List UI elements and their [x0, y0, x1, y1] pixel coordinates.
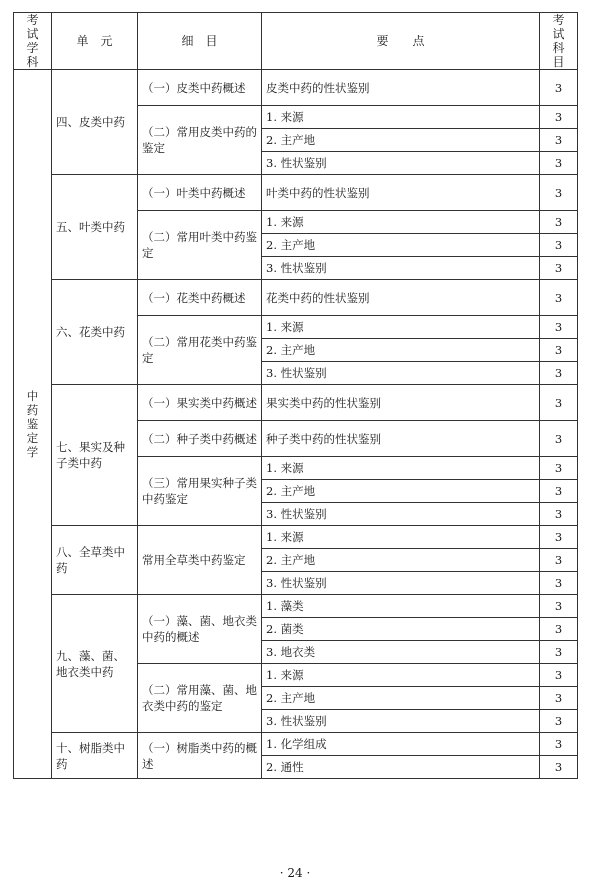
- point-cell: 1. 来源: [262, 457, 540, 480]
- table-row: [14, 385, 578, 421]
- level-cell: 3: [540, 257, 578, 280]
- point-cell: 3. 性状鉴别: [262, 152, 540, 175]
- unit-cell: 七、果实及种子类中药: [52, 385, 138, 526]
- table-row: [14, 280, 578, 316]
- point-cell: 种子类中药的性状鉴别: [262, 421, 540, 457]
- level-cell: 3: [540, 549, 578, 572]
- subject-cell: 中药鉴定学: [14, 70, 52, 779]
- table-row: [14, 175, 578, 211]
- item-cell: （二）种子类中药概述: [138, 421, 262, 457]
- level-cell: 3: [540, 234, 578, 257]
- table-row: [14, 526, 578, 549]
- header-unit: 单 元: [52, 13, 138, 70]
- point-cell: 2. 主产地: [262, 549, 540, 572]
- item-cell: （一）藻、菌、地衣类中药的概述: [138, 595, 262, 664]
- level-cell: 3: [540, 362, 578, 385]
- table-row: [14, 70, 578, 106]
- point-cell: 花类中药的性状鉴别: [262, 280, 540, 316]
- level-cell: 3: [540, 280, 578, 316]
- point-cell: 1. 来源: [262, 526, 540, 549]
- point-cell: 1. 化学组成: [262, 733, 540, 756]
- level-cell: 3: [540, 572, 578, 595]
- level-cell: 3: [540, 175, 578, 211]
- point-cell: 皮类中药的性状鉴别: [262, 70, 540, 106]
- point-cell: 1. 来源: [262, 664, 540, 687]
- syllabus-body: [14, 70, 578, 779]
- unit-cell: 六、花类中药: [52, 280, 138, 385]
- point-cell: 3. 性状鉴别: [262, 362, 540, 385]
- item-cell: （一）花类中药概述: [138, 280, 262, 316]
- level-cell: 3: [540, 756, 578, 779]
- point-cell: 2. 菌类: [262, 618, 540, 641]
- level-cell: 3: [540, 385, 578, 421]
- unit-cell: 十、树脂类中药: [52, 733, 138, 779]
- point-cell: 1. 藻类: [262, 595, 540, 618]
- header-point: 要 点: [262, 13, 540, 70]
- level-cell: 3: [540, 316, 578, 339]
- unit-cell: 五、叶类中药: [52, 175, 138, 280]
- level-cell: 3: [540, 595, 578, 618]
- level-cell: 3: [540, 339, 578, 362]
- item-cell: （二）常用花类中药鉴定: [138, 316, 262, 385]
- table-row: [14, 733, 578, 756]
- level-cell: 3: [540, 641, 578, 664]
- level-cell: 3: [540, 733, 578, 756]
- syllabus-table: [13, 12, 578, 779]
- item-cell: （二）常用藻、菌、地衣类中药的鉴定: [138, 664, 262, 733]
- level-cell: 3: [540, 129, 578, 152]
- unit-cell: 八、全草类中药: [52, 526, 138, 595]
- item-cell: 常用全草类中药鉴定: [138, 526, 262, 595]
- point-cell: 3. 地衣类: [262, 641, 540, 664]
- unit-cell: 九、藻、菌、地衣类中药: [52, 595, 138, 733]
- level-cell: 3: [540, 421, 578, 457]
- level-cell: 3: [540, 710, 578, 733]
- level-cell: 3: [540, 618, 578, 641]
- item-cell: （三）常用果实种子类中药鉴定: [138, 457, 262, 526]
- point-cell: 2. 主产地: [262, 480, 540, 503]
- level-cell: 3: [540, 152, 578, 175]
- level-cell: 3: [540, 664, 578, 687]
- level-cell: 3: [540, 480, 578, 503]
- level-cell: 3: [540, 457, 578, 480]
- point-cell: 1. 来源: [262, 316, 540, 339]
- level-cell: 3: [540, 687, 578, 710]
- point-cell: 2. 主产地: [262, 129, 540, 152]
- item-cell: （二）常用皮类中药的鉴定: [138, 106, 262, 175]
- item-cell: （一）树脂类中药的概述: [138, 733, 262, 779]
- header-row: [14, 13, 578, 70]
- item-cell: （一）叶类中药概述: [138, 175, 262, 211]
- item-cell: （一）皮类中药概述: [138, 70, 262, 106]
- point-cell: 1. 来源: [262, 211, 540, 234]
- point-cell: 2. 主产地: [262, 339, 540, 362]
- header-item: 细 目: [138, 13, 262, 70]
- unit-cell: 四、皮类中药: [52, 70, 138, 175]
- point-cell: 3. 性状鉴别: [262, 710, 540, 733]
- point-cell: 2. 主产地: [262, 687, 540, 710]
- level-cell: 3: [540, 526, 578, 549]
- level-cell: 3: [540, 211, 578, 234]
- level-cell: 3: [540, 106, 578, 129]
- point-cell: 3. 性状鉴别: [262, 572, 540, 595]
- point-cell: 叶类中药的性状鉴别: [262, 175, 540, 211]
- item-cell: （二）常用叶类中药鉴定: [138, 211, 262, 280]
- header-level: 考试科目: [540, 13, 578, 70]
- point-cell: 2. 通性: [262, 756, 540, 779]
- point-cell: 3. 性状鉴别: [262, 257, 540, 280]
- point-cell: 2. 主产地: [262, 234, 540, 257]
- level-cell: 3: [540, 503, 578, 526]
- item-cell: （一）果实类中药概述: [138, 385, 262, 421]
- header-subject: 考试学科: [14, 13, 52, 70]
- level-cell: 3: [540, 70, 578, 106]
- table-row: [14, 595, 578, 618]
- point-cell: 1. 来源: [262, 106, 540, 129]
- page-number: · 24 ·: [279, 866, 311, 880]
- point-cell: 3. 性状鉴别: [262, 503, 540, 526]
- point-cell: 果实类中药的性状鉴别: [262, 385, 540, 421]
